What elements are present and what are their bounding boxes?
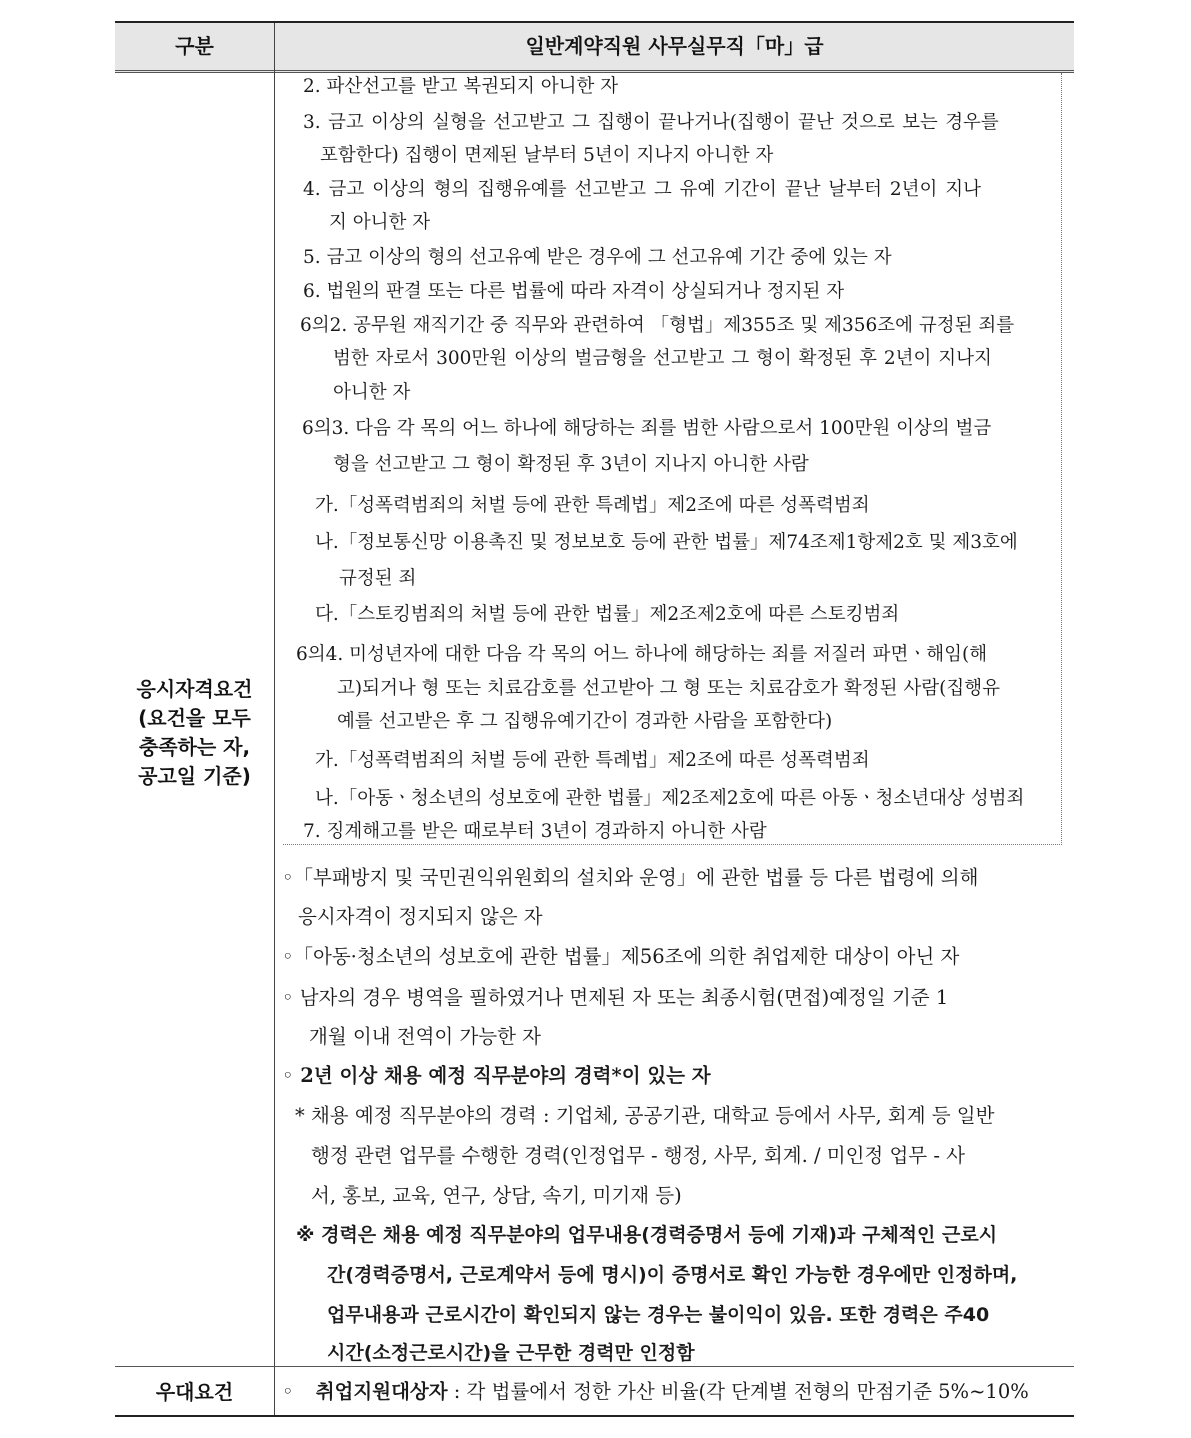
disqualification-item: 범한 자로서 300만원 이상의 벌금형을 선고받고 그 형이 확정된 후 2년이 지나지	[333, 348, 992, 369]
header-category: 구분	[175, 34, 214, 58]
disqualification-item: 4. 금고 이상의 형의 집행유예를 선고받고 그 유예 기간이 끝난 날부터 2년이 지나	[303, 179, 981, 200]
preference-item	[282, 1375, 1029, 1409]
disqualification-subitem: 나.「정보통신망 이용촉진 및 정보보호 등에 관한 법률」제74조제1항제2호 및 제3호에	[315, 532, 1018, 553]
disqualification-item: 2. 파산선고를 받고 복권되지 아니한 자	[303, 76, 619, 97]
disqualification-item: 6의2. 공무원 재직기간 중 직무와 관련하여 「형법」제355조 및 제356조에 규정된 죄를	[300, 315, 1015, 336]
experience-footnote: * 채용 예정 직무분야의 경력 : 기업체, 공공기관, 대학교 등에서 사무, 회계 등 일반	[295, 1104, 995, 1127]
eligibility-label-line: (요건을 모두	[138, 706, 251, 730]
disqualification-item: 7. 징계해고를 받은 때로부터 3년이 경과하지 아니한 사람	[303, 821, 767, 842]
requirement-item: 응시자격이 정지되지 않은 자	[298, 905, 543, 928]
disqualification-item: 6의4. 미성년자에 대한 다음 각 목의 어느 하나에 해당하는 죄를 저질러 파면ㆍ해임(해	[296, 644, 988, 665]
preference-label: 우대요건	[155, 1380, 234, 1404]
preference-bullet: ◦	[282, 1380, 294, 1403]
eligibility-label-line: 응시자격요건	[136, 677, 253, 701]
disqualification-item: 6의3. 다음 각 목의 어느 하나에 해당하는 죄를 범한 사람으로서 100만원 이상의 벌금	[302, 418, 992, 439]
disqualification-item: 3. 금고 이상의 실형을 선고받고 그 집행이 끝나거나(집행이 끝난 것으로 보는 경우를	[303, 112, 999, 133]
requirement-item: ◦「부패방지 및 국민권익위원회의 설치와 운영」에 관한 법률 등 다른 법령에 의해	[282, 866, 979, 889]
disqualification-subitem: 가.「성폭력범죄의 처벌 등에 관한 특례법」제2조에 따른 성폭력범죄	[315, 750, 870, 771]
disqualification-item: 6. 법원의 판결 또는 다른 법률에 따라 자격이 상실되거나 정지된 자	[303, 281, 845, 302]
recruitment-table	[115, 21, 1074, 1417]
column-divider	[274, 23, 275, 1415]
eligibility-label	[115, 675, 274, 791]
disqualification-subitem: 다.「스토킹범죄의 처벌 등에 관한 법률」제2조제2호에 따른 스토킹범죄	[315, 604, 900, 625]
eligibility-label-line: 공고일 기준)	[138, 764, 251, 788]
disqualification-item: 예를 선고받은 후 그 집행유예기간이 경과한 사람을 포함한다)	[337, 711, 833, 732]
disqualification-subitem: 규정된 죄	[339, 568, 417, 589]
experience-notice: 간(경력증명서, 근로계약서 등에 명시)이 증명서로 확인 가능한 경우에만 인정하며,	[327, 1264, 1018, 1286]
disqualification-item: 아니한 자	[333, 382, 411, 403]
experience-footnote: 서, 홍보, 교육, 연구, 상담, 속기, 미기재 등)	[311, 1184, 682, 1207]
experience-notice: ※ 경력은 채용 예정 직무분야의 업무내용(경력증명서 등에 기재)과 구체적인 근로시	[296, 1224, 998, 1246]
table-header	[115, 23, 1074, 73]
disqualification-item: 고)되거나 형 또는 치료감호를 선고받아 그 형 또는 치료감호가 확정된 사람(집행유	[337, 678, 1000, 699]
preference-bold: 취업지원대상자	[315, 1380, 448, 1403]
disqualification-item: 형을 선고받고 그 형이 확정된 후 3년이 지나지 아니한 사람	[333, 454, 809, 475]
experience-notice: 업무내용과 근로시간이 확인되지 않는 경우는 불이익이 있음. 또한 경력은 주40	[327, 1304, 990, 1326]
requirement-item: ◦「아동·청소년의 성보호에 관한 법률」제56조에 의한 취업제한 대상이 아닌 자	[282, 945, 960, 968]
disqualification-item: 5. 금고 이상의 형의 선고유예 받은 경우에 그 선고유예 기간 중에 있는 자	[303, 247, 892, 268]
disqualification-item: 포함한다) 집행이 면제된 날부터 5년이 지나지 아니한 자	[320, 145, 774, 166]
experience-notice: 시간(소정근로시간)을 근무한 경력만 인정함	[327, 1342, 695, 1364]
experience-requirement: ◦ 2년 이상 채용 예정 직무분야의 경력*이 있는 자	[282, 1064, 711, 1087]
requirement-item: 개월 이내 전역이 가능한 자	[309, 1025, 542, 1048]
disqualification-subitem: 나.「아동ㆍ청소년의 성보호에 관한 법률」제2조제2호에 따른 아동ㆍ청소년대상 성범죄	[315, 788, 1025, 809]
disqualification-subitem: 가.「성폭력범죄의 처벌 등에 관한 특례법」제2조에 따른 성폭력범죄	[315, 495, 870, 516]
disqualification-item: 지 아니한 자	[329, 212, 431, 233]
requirement-item: ◦ 남자의 경우 병역을 필하였거나 면제된 자 또는 최종시험(면접)예정일 기준 1	[282, 986, 949, 1009]
experience-footnote: 행정 관련 업무를 수행한 경력(인정업무 - 행정, 사무, 회계. / 미인정 업무 - 사	[311, 1144, 965, 1167]
preference-text: : 각 법률에서 정한 가산 비율(각 단계별 전형의 만점기준 5%~10%	[447, 1380, 1029, 1403]
header-position: 일반계약직원 사무실무직「마」급	[525, 34, 824, 58]
eligibility-label-line: 충족하는 자,	[138, 735, 251, 759]
